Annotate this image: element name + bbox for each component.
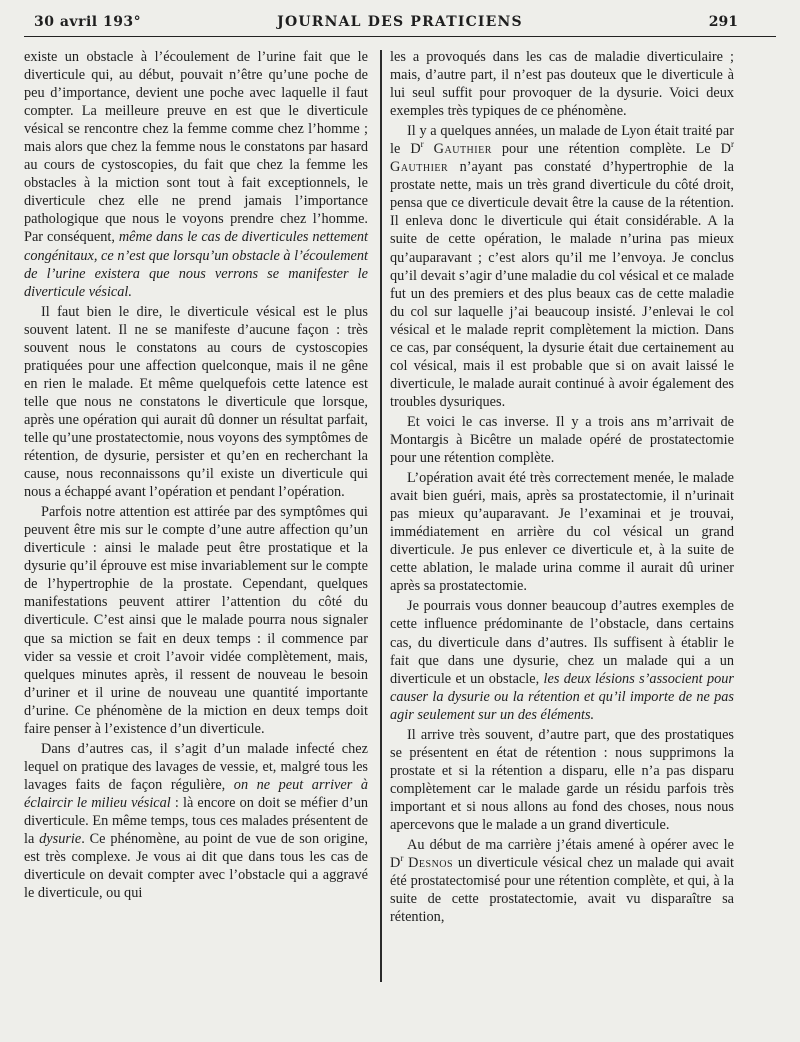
author-name: Gauthier [390, 159, 449, 176]
paragraph [390, 122, 734, 411]
paragraph: Il arrive très souvent, d’autre part, que des prostatiques se présentent en état de rétention : nous supprimons la prostate et si la rétention a disparu, elle n’a pas disparu complètement car le malade garde un résidu parfois très important et si nous allons au fond des choses, nous nous apercevons que le malade a un grand diverticule. [390, 726, 734, 833]
italic-text-run: même dans le cas de diverticules nettement congénitaux, ce n’est que lorsqu’un obstacle à l’écoulement de l’urine existera que nous verrons se manifester le diverticule vésical. [24, 229, 368, 300]
paragraph [24, 740, 368, 902]
superscript: r [400, 853, 404, 864]
paragraph [390, 597, 734, 723]
journal-title: JOURNAL DES PRATICIENS [277, 14, 523, 30]
text-run: existe un obstacle à l’écoulement de l’urine fait que le diverticule qui, au début, pouvait n’être qu’une poche de peu d’importance, devient une poche avec laquelle il faut compter. La meilleure preuve en est que le diverticule vésical se rencontre chez la femme comme chez l’homme ; mais alors que chez la femme nous le constatons par hasard au cours de cystoscopies, du fait que chez la femme les obstacles à la miction sont tout à fait exceptionnels, le diverticule chez elle ne prend jamais l’importance pathologique que nous le voyons prendre chez l’homme. Par conséquent, [24, 49, 368, 246]
text-run: pour une rétention complète. Le D [491, 141, 731, 158]
page-header [24, 12, 776, 37]
right-column [390, 48, 734, 926]
superscript: r [731, 139, 734, 150]
text-run: Je pourrais vous donner beaucoup d’autres exemples de cette influence prédominante de l’obstacle, dans certains cas, du diverticule dans d’autres. Ils suffisent à établir le fait que dans une dysurie, chez un malade qui a un diverticule et un obstacle, [390, 598, 734, 687]
paragraph: les a provoqués dans les cas de maladie diverticulaire ; mais, d’autre part, il n’est pas douteux que le diverticule à lui seul suffit pour provoquer de la dysurie. Voici deux exemples très typiques de ce phénomène. [390, 49, 734, 120]
superscript: r [420, 139, 424, 150]
italic-text-run: les deux lésions s’associent pour causer la dysurie ou la rétention et qu’il importe de ne pas agir seulement sur un des éléments. [390, 670, 734, 723]
paragraph: Il faut bien le dire, le diverticule vésical est le plus souvent latent. Il ne se manifeste d’aucune façon : très souvent nous le constatons au cours de cystoscopies pratiquées pour une affection quelconque, mais il ne gêne en rien le malade. Et même quelquefois cette latence est telle que nous ne constatons le diverticule que lorsque, après une opération qui aurait dû donner un résultat parfait, telle qu’une prostatectomie, nous voyons des symptômes de rétention, de dysurie, persister et qu’en en recherchant la cause, nous reconnaissons qu’il existe un diverticule qui nous a échappé avant l’opération et pendant l’opération. [24, 303, 368, 501]
header-date: 30 avril 193° [34, 14, 142, 30]
author-name: Desnos [408, 855, 454, 872]
column-divider [380, 50, 382, 982]
italic-text-run: dysurie [39, 831, 82, 848]
text-run: : là encore on doit se méfier d’un diverticule. En même temps, tous ces malades présentent de la [24, 794, 368, 848]
italic-text-run: on ne peut arriver à éclaircir le milieu vésical [24, 776, 368, 811]
author-name: Gauthier [433, 141, 492, 158]
text-run: un diverticule vésical chez un malade qui avait été prostatectomisé pour une rétention complète, et qui, à la suite de cette prostatectomie, avait vu disparaître sa rétention, [390, 855, 734, 926]
paragraph: Et voici le cas inverse. Il y a trois ans m’arrivait de Montargis à Bicêtre un malade opéré de prostatectomie pour une rétention complète. [390, 413, 734, 467]
text-run: . Ce phénomène, au point de vue de son origine, est très complexe. Je vous ai dit que dans tous les cas de diverticule on devait compter avec l’obstacle qui a aggravé le diverticule, ou qui [24, 831, 368, 902]
paragraph [24, 48, 368, 301]
text-run: Au début de ma carrière j’étais amené à opérer avec le D [390, 837, 734, 872]
left-column [24, 48, 368, 902]
paragraph: Parfois notre attention est attirée par des symptômes qui peuvent être mis sur le compte d’une autre affection qu’un diverticule : ainsi le malade peut être prostatique et la dysurie qu’il éprouve est mise invariablement sur le compte de l’hypertrophie de la prostate. Cependant, quelques manifestations peuvent attirer l’attention du côté du diverticule. C’est ainsi que le malade pourra nous signaler que sa miction se fait en deux temps : il commence par vider sa vessie et croit l’avoir vidée complètement, mais, quelques minutes après, il ressent de nouveau le besoin d’uriner et il urine de nouveau une quantité importante d’urine. Ce phénomène de la miction en deux temps doit faire penser à l’existence d’un diverticule. [24, 504, 368, 737]
paragraph: L’opération avait été très correctement menée, le malade avait bien guéri, mais, après sa prostatectomie, il n’urinait pas mieux qu’auparavant. Je l’examinai et je trouvai, immédiatement en arrière du col vésical un grand diverticule. Je pus enlever ce diverticule et, à la suite de cette ablation, le malade urina comme il aurait dû uriner après sa prostatectomie. [390, 470, 734, 595]
text-run: n’ayant pas constaté d’hypertrophie de la prostate nette, mais un très grand diverticule du côté droit, pensa que ce diverticule devait être la cause de la rétention. Il enleva donc le diverticule qui était considérable. A la suite de cette opération, le malade n’urina pas mieux qu’auparavant ; c’est alors qu’il me l’envoya. Je conclus qu’il devait s’agir d’une maladie du col vésical et ce malade fut un des premiers et des plus beaux cas de cette maladie du col sur laquelle j’ai beaucoup insisté. J’enlevai le col vésical et le malade reprit complètement la miction. Dans ce cas, par conséquent, la dysurie était due certainement au col vésical, mais il est probable que si on avait laissé le diverticule, le malade aurait continué à avoir également des troubles dysuriques. [390, 159, 734, 410]
text-run: Il y a quelques années, un malade de Lyon était traité par le D [390, 123, 734, 158]
paragraph [390, 836, 734, 926]
page-number: 291 [708, 14, 738, 30]
text-run: Dans d’autres cas, il s’agit d’un malade infecté chez lequel on pratique des lavages de vessie, et, malgré tous les lavages faits de façon régulière, [24, 740, 368, 793]
